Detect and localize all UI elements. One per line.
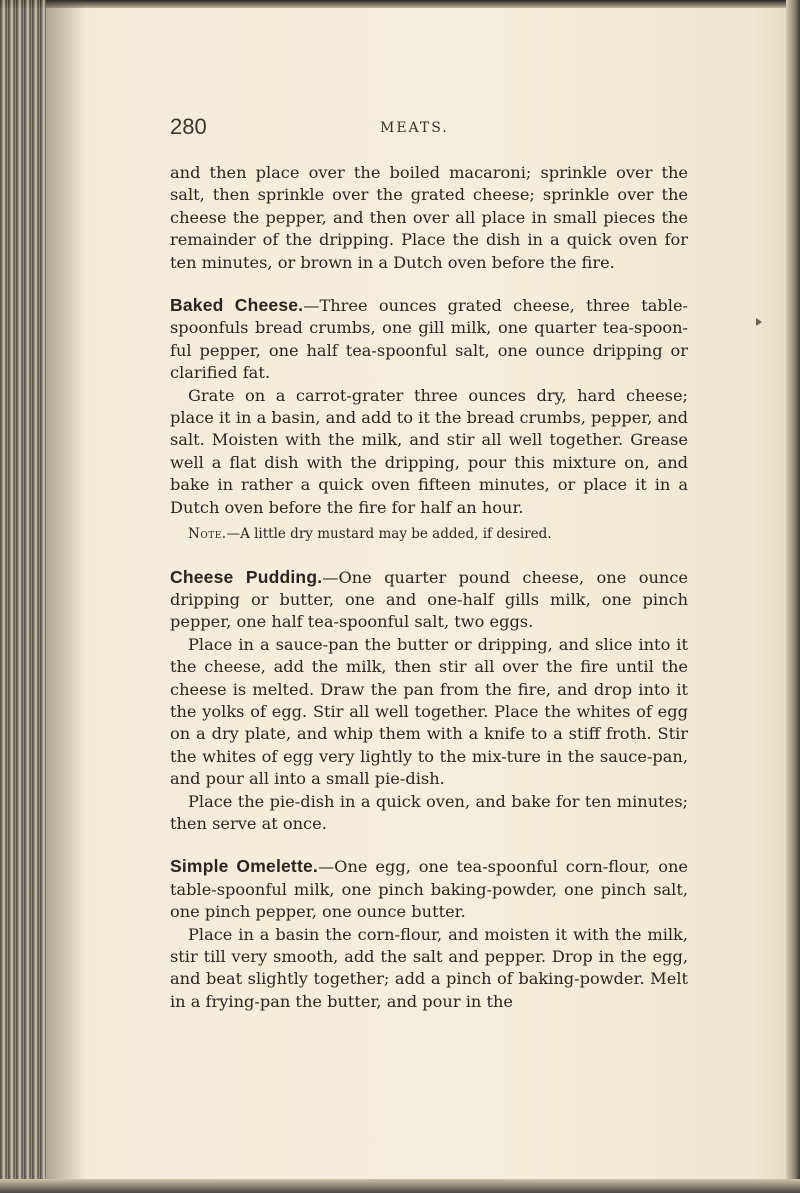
margin-mark-icon bbox=[756, 318, 762, 326]
recipe-note bbox=[170, 523, 688, 545]
note-label: Note. bbox=[188, 526, 227, 543]
recipe-lead bbox=[170, 566, 688, 634]
recipe-simple-omelette bbox=[170, 855, 688, 1013]
running-head: MEATS. bbox=[380, 120, 449, 136]
page-right-edge bbox=[786, 0, 800, 1193]
recipe-lead bbox=[170, 294, 688, 385]
recipe-ingredients: —One egg, one tea-spoonful corn-flour, one table-spoonful milk, one pinch baking-powder, one pinch salt, one pinch pepper, one ounce butter. bbox=[170, 857, 688, 922]
binding-shadow bbox=[46, 0, 86, 1193]
note-text: —A little dry mustard may be added, if desired. bbox=[226, 526, 552, 543]
recipe-paragraph: Place in a sauce-pan the butter or dripping, and slice into it the cheese, add the milk, then stir all over the fire until the cheese is melted. Draw the pan from the fire, and drop into it the yolks of egg. Stir all well together. Place the whites of egg on a dry plate, and whip them with a knife to a stiff froth. Stir the whites of egg very lightly to the mix-ture in the sauce-pan, and pour all into a small pie-dish. bbox=[170, 634, 688, 789]
book-binding bbox=[0, 0, 46, 1193]
recipe-title: Cheese Pudding. bbox=[170, 566, 323, 587]
continuation-paragraph: and then place over the boiled macaroni; sprinkle over the salt, then sprinkle over the grated cheese; sprinkle over the cheese the pepper, and then over all place in small pieces the remainder of the dripping. Place the dish in a quick oven for ten minutes, or brown in a Dutch oven before the fire. bbox=[170, 163, 688, 272]
recipe-baked-cheese bbox=[170, 294, 688, 545]
recipe-title: Baked Cheese. bbox=[170, 295, 304, 316]
recipe-paragraph: Place the pie-dish in a quick oven, and bake for ten minutes; then serve at once. bbox=[170, 791, 688, 833]
page-number: 280 bbox=[170, 114, 207, 139]
recipe-paragraph: Place in a basin the corn-flour, and moisten it with the milk, stir till very smooth, add the salt and pepper. Drop in the egg, and beat slightly together; add a pinch of baking-powder. Melt in a frying-pan the butter, and pour in the bbox=[170, 924, 688, 1011]
recipe-lead bbox=[170, 855, 688, 923]
page-header bbox=[170, 114, 710, 144]
page-bottom-edge bbox=[0, 1179, 800, 1193]
recipe-ingredients: —Three ounces grated cheese, three table-spoonfuls bread crumbs, one gill milk, one quarter tea-spoon-ful pepper, one half tea-spoonful salt, one ounce dripping or clarified fat. bbox=[170, 296, 688, 383]
recipe-paragraph: Grate on a carrot-grater three ounces dry, hard cheese; place it in a basin, and add to it the bread crumbs, pepper, and salt. Moisten with the milk, and stir all well together. Grease well a flat dish with the dripping, pour this mixture on, and bake in rather a quick oven fifteen minutes, or place it in a Dutch oven before the fire for half an hour. bbox=[170, 385, 688, 517]
page-top-edge bbox=[0, 0, 800, 8]
recipe-title: Simple Omelette. bbox=[170, 856, 318, 877]
recipe-cheese-pudding bbox=[170, 566, 688, 836]
recipe-ingredients: —One quarter pound cheese, one ounce dripping or butter, one and one-half gills milk, one pinch pepper, one half tea-spoonful salt, two eggs. bbox=[170, 567, 688, 632]
page-content bbox=[170, 162, 688, 1013]
